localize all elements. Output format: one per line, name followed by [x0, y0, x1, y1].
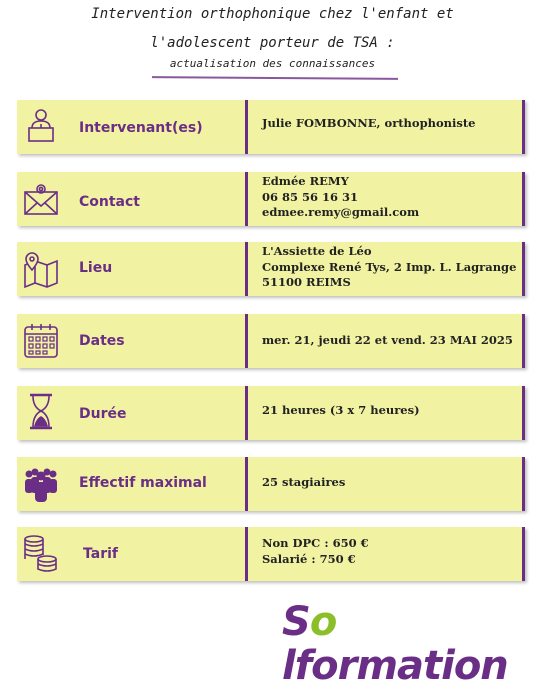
- row-value: [262, 116, 476, 132]
- group-people-icon: [21, 463, 61, 503]
- row-border-right: [522, 172, 525, 226]
- value-line: Non DPC : 650 €: [262, 536, 369, 550]
- value-line: Complexe René Tys, 2 Imp. L. Lagrange: [262, 259, 517, 274]
- row-border-right: [522, 457, 525, 511]
- value-line: Julie FOMBONNE, orthophoniste: [262, 116, 476, 130]
- row-label: Durée: [79, 406, 127, 422]
- hourglass-icon: [21, 391, 61, 431]
- value-line: Salarié : 750 €: [262, 551, 356, 566]
- title-line-1: Intervention orthophonique chez l'enfant et: [91, 6, 454, 22]
- row-divider: [245, 172, 248, 226]
- logo-letter-s: S: [282, 599, 310, 645]
- value-line: Edmée REMY: [262, 174, 349, 188]
- row-border-right: [522, 100, 525, 154]
- row-value: [262, 174, 419, 221]
- info-row-contact: [17, 172, 525, 226]
- value-line: edmee.remy@gmail.com: [262, 205, 420, 219]
- map-pin-icon: [21, 249, 61, 289]
- info-row-duree: [17, 386, 525, 440]
- value-line: mer. 21, jeudi 22 et vend. 23 MAI 2025: [262, 333, 513, 347]
- row-divider: [245, 242, 248, 296]
- row-divider: [245, 527, 248, 581]
- row-border-right: [522, 527, 525, 581]
- speaker-podium-icon: [21, 106, 61, 146]
- row-value: [262, 333, 513, 349]
- row-divider: [245, 100, 248, 154]
- value-line: 21 heures (3 x 7 heures): [262, 403, 420, 417]
- row-label: Intervenant(es): [79, 120, 203, 136]
- row-border-right: [522, 242, 525, 296]
- row-value: [262, 475, 345, 491]
- value-line: 25 stagiaires: [262, 475, 346, 489]
- row-label: Contact: [79, 194, 140, 210]
- email-envelope-icon: [21, 180, 61, 220]
- logo-letter-o: o: [309, 599, 337, 645]
- row-border-right: [522, 386, 525, 440]
- info-row-dates: [17, 314, 525, 368]
- logo-text-rest: lformation: [282, 643, 508, 689]
- row-label: Effectif maximal: [79, 475, 207, 491]
- info-row-effectif: [17, 457, 525, 511]
- row-divider: [245, 457, 248, 511]
- row-value: [262, 244, 516, 291]
- row-divider: [245, 386, 248, 440]
- info-row-lieu: [17, 242, 525, 296]
- row-label: Lieu: [79, 260, 113, 276]
- row-label: Tarif: [83, 546, 118, 562]
- info-row-intervenant: [17, 100, 525, 154]
- value-line: L'Assiette de Léo: [262, 244, 372, 258]
- subtitle-underline: [152, 76, 398, 80]
- info-row-tarif: [17, 527, 525, 581]
- row-value: [262, 536, 369, 567]
- title-line-2: l'adolescent porteur de TSA :: [150, 35, 395, 51]
- row-border-right: [522, 314, 525, 368]
- value-line: 51100 REIMS: [262, 275, 351, 289]
- coin-stack-icon: [21, 533, 61, 573]
- row-label: Dates: [79, 333, 125, 349]
- solformation-logo: [282, 599, 532, 689]
- calendar-icon: [21, 321, 61, 361]
- row-divider: [245, 314, 248, 368]
- row-value: [262, 403, 420, 419]
- subtitle: actualisation des connaissances: [169, 57, 376, 70]
- value-line: 06 85 56 16 31: [262, 189, 359, 204]
